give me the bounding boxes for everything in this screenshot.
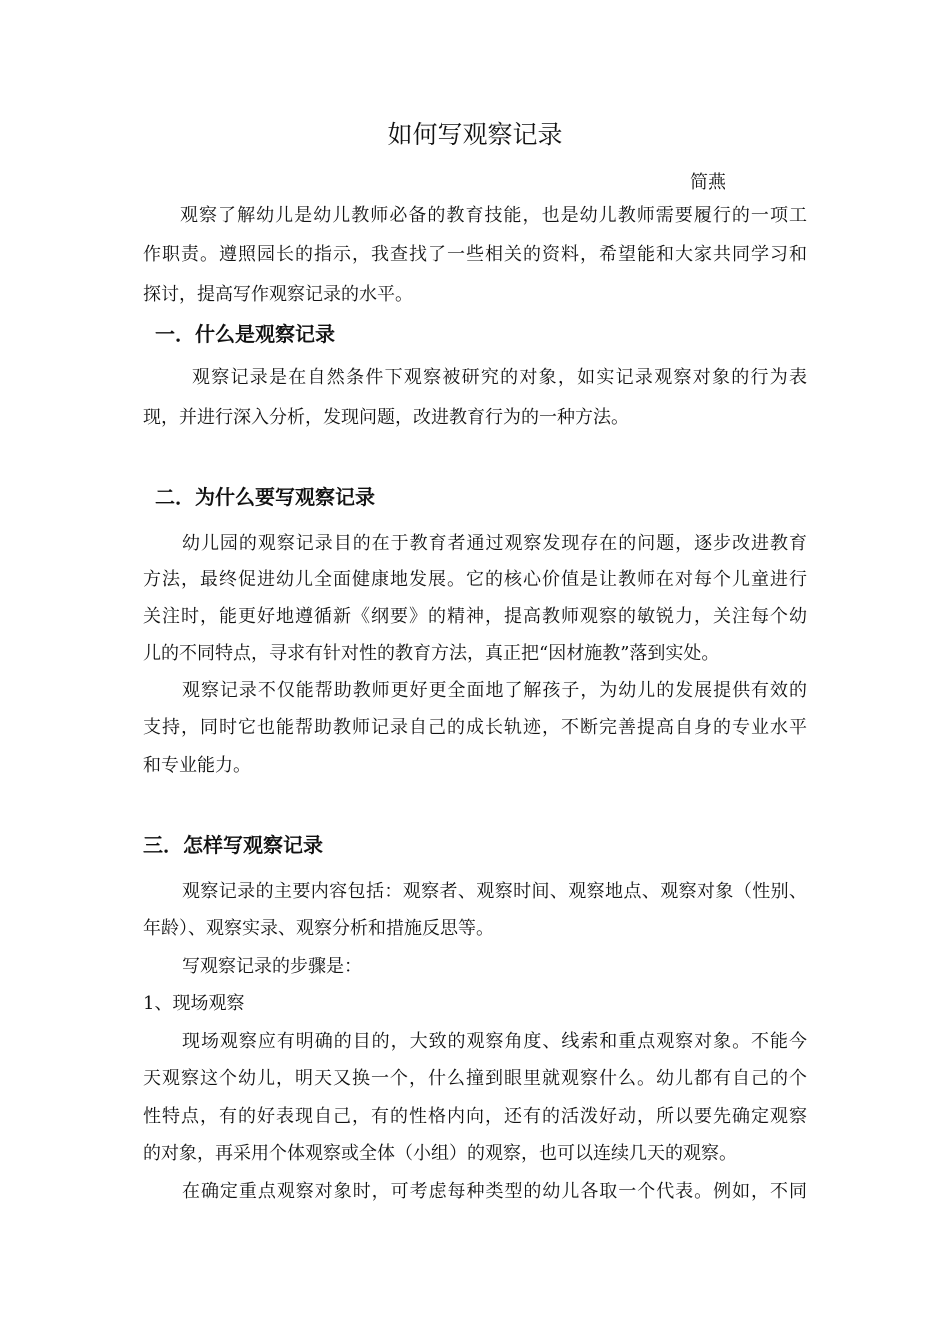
steps-intro: 写观察记录的步骤是： <box>182 956 362 977</box>
section2-para2-line-2: 支持，同时它也能帮助教师记录自己的成长轨迹，不断完善提高自身的专业水平 <box>143 717 807 738</box>
section2-para1-line-1: 幼儿园的观察记录目的在于教育者通过观察发现存在的问题，逐步改进教育 <box>182 533 807 554</box>
section3-para1-line-1: 观察记录的主要内容包括：观察者、观察时间、观察地点、观察对象（性别、 <box>182 881 807 902</box>
section3-para2-line-3: 性特点，有的好表现自己，有的性格内向，还有的活泼好动，所以要先确定观察 <box>143 1106 807 1127</box>
intro-line-2: 作职责。遵照园长的指示，我查找了一些相关的资料，希望能和大家共同学习和 <box>143 244 807 265</box>
section3-para2-line-2: 天观察这个幼儿，明天又换一个，什么撞到眼里就观察什么。幼儿都有自己的个 <box>143 1068 807 1089</box>
step1-title: 1、现场观察 <box>143 993 245 1014</box>
section2-para1-line-4: 儿的不同特点，寻求有针对性的教育方法，真正把“因材施教”落到实处。 <box>143 643 720 664</box>
section2-para1-line-2: 方法，最终促进幼儿全面健康地发展。它的核心价值是让教师在对每个儿童进行 <box>143 569 807 590</box>
section3-para3-line-1: 在确定重点观察对象时，可考虑每种类型的幼儿各取一个代表。例如，不同 <box>182 1181 807 1202</box>
section2-para1-line-3: 关注时，能更好地遵循新《纲要》的精神，提高教师观察的敏锐力，关注每个幼 <box>143 606 807 627</box>
section1-line-1: 观察记录是在自然条件下观察被研究的对象，如实记录观察对象的行为表 <box>192 367 807 388</box>
section3-para2-line-1: 现场观察应有明确的目的，大致的观察角度、线索和重点观察对象。不能今 <box>182 1031 807 1052</box>
intro-line-3: 探讨，提高写作观察记录的水平。 <box>143 284 413 305</box>
author-name: 简燕 <box>690 172 726 193</box>
section2-para2-line-1: 观察记录不仅能帮助教师更好更全面地了解孩子，为幼儿的发展提供有效的 <box>182 680 807 701</box>
intro-line-1: 观察了解幼儿是幼儿教师必备的教育技能，也是幼儿教师需要履行的一项工 <box>180 205 807 226</box>
section-heading-1: 一．什么是观察记录 <box>155 322 335 346</box>
section3-para1-line-2: 年龄）、观察实录、观察分析和措施反思等。 <box>143 918 494 939</box>
section2-para2-line-3: 和专业能力。 <box>143 755 251 776</box>
section3-para2-line-4: 的对象，再采用个体观察或全体（小组）的观察，也可以连续几天的观察。 <box>143 1143 737 1164</box>
section1-line-2: 现，并进行深入分析，发现问题，改进教育行为的一种方法。 <box>143 407 629 428</box>
section-heading-3: 三．怎样写观察记录 <box>143 833 323 857</box>
section-heading-2: 二．为什么要写观察记录 <box>155 485 375 509</box>
document-title: 如何写观察记录 <box>387 120 563 149</box>
